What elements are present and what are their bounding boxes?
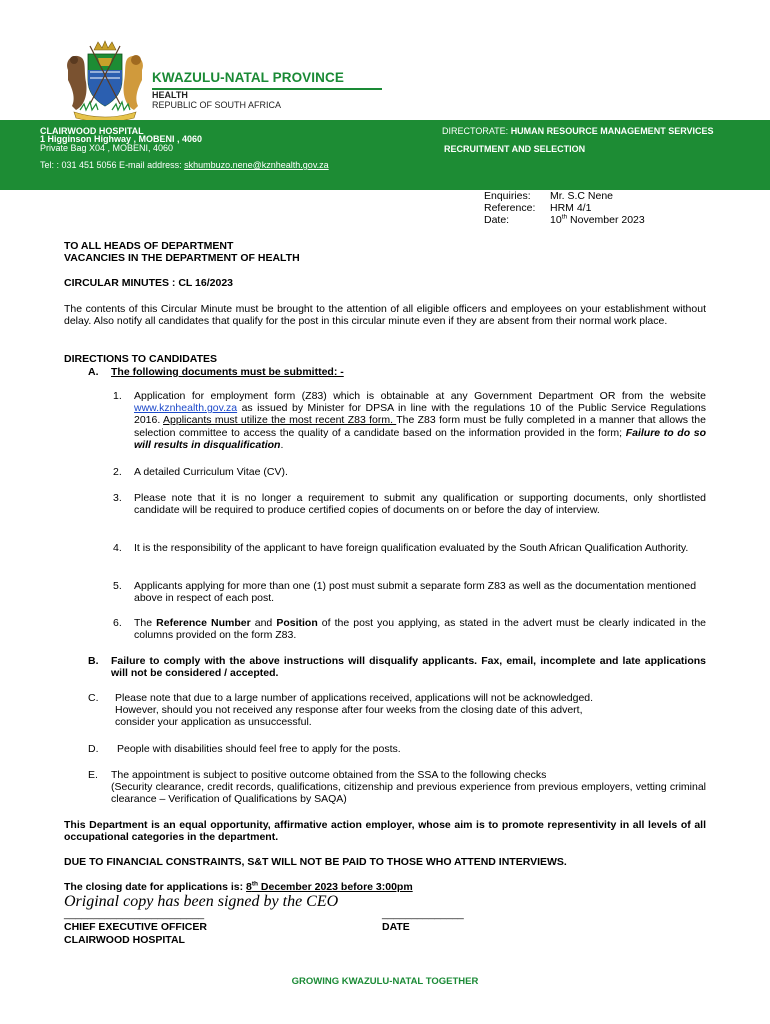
section-e-line2: (Security clearance, credit records, qualifications, citizenship and previous experience from previous employers, vetting criminal clearance – Verification of Qualifications by SAQA) <box>111 781 706 806</box>
item-2-number: 2. <box>113 466 122 478</box>
item-3-number: 3. <box>113 492 122 504</box>
footer-slogan: GROWING KWAZULU-NATAL TOGETHER <box>291 976 479 987</box>
reference-label: Reference: <box>484 202 536 214</box>
closing-date-line: The closing date for applications is: 8th December 2023 before 3:00pm <box>64 880 413 893</box>
date-value: 10th November 2023 <box>550 213 645 226</box>
item-4-number: 4. <box>113 542 122 554</box>
item-4-text: It is the responsibility of the applicant to have foreign qualification evaluated by the South African Qualification Authority. <box>134 542 689 554</box>
hospital-address-line1: 1 Higginson Highway , MOBENI , 4060 <box>40 134 203 144</box>
signatory-title: CHIEF EXECUTIVE OFFICER <box>64 921 207 933</box>
directorate-value: HUMAN RESOURCE MANAGEMENT SERVICES <box>510 126 714 136</box>
section-c-line1: Please note that due to a large number of applications received, applications will not be acknowledged. <box>115 692 594 704</box>
section-a-heading: The following documents must be submitted: - <box>111 366 344 378</box>
hospital-address-line2: Private Bag X04 , MOBENI, 4060 <box>40 143 174 153</box>
hospital-name: CLAIRWOOD HOSPITAL <box>40 126 144 136</box>
section-e-line1: The appointment is subject to positive outcome obtained from the SSA to the following checks <box>111 769 547 781</box>
item-5-text: Applicants applying for more than one (1) post must submit a separate form Z83 as well as the documentation mentioned above in respect of each post. <box>134 580 697 605</box>
coat-of-arms-icon <box>60 40 150 124</box>
country-name: REPUBLIC OF SOUTH AFRICA <box>152 100 282 110</box>
section-d-letter: D. <box>88 743 99 755</box>
item-1-number: 1. <box>113 390 122 402</box>
email-link[interactable]: skhumbuzo.nene@kznhealth.gov.za <box>184 160 329 170</box>
item-2-text: A detailed Curriculum Vitae (CV). <box>134 466 288 478</box>
equal-opportunity-statement: This Department is an equal opportunity, affirmative action employer, whose aim is to promote representivity in all levels of all occupational categories in the department. <box>64 819 706 844</box>
section-d-text: People with disabilities should feel free to apply for the posts. <box>117 743 401 755</box>
enquiries-label: Enquiries: <box>484 190 531 202</box>
item-3-text: Please note that it is no longer a requirement to submit any qualification or supporting documents, only shortlisted candidate will be required to produce certified copies of documents on or before the day of interview. <box>134 492 706 517</box>
section-name: RECRUITMENT AND SELECTION <box>444 144 586 154</box>
date-signature-line: ______________ <box>382 908 464 920</box>
section-c-line2: However, should you not received any response after four weeks from the closing date of this advert, <box>115 704 583 716</box>
department-name: HEALTH <box>152 90 188 100</box>
hospital-contact-line <box>40 160 329 170</box>
section-e-letter: E. <box>88 769 98 781</box>
section-b-text: Failure to comply with the above instructions will disqualify applicants. Fax, email, incomplete and late applications will not be considered / accepted. <box>111 655 706 680</box>
circular-number: CIRCULAR MINUTES : CL 16/2023 <box>64 277 234 289</box>
signatory-organisation: CLAIRWOOD HOSPITAL <box>64 934 185 946</box>
item-5-number: 5. <box>113 580 122 592</box>
item-1-text: Application for employment form (Z83) which is obtainable at any Government Department OR from the website www.kznhealth.gov.za as issued by Minister for DPSA in line with the regulations 10 of the Public Service Regulations 2016. Applicants must utilize the most recent Z83 form. The Z83 form must be fully completed in a manner that allows the selection committee to access the quality of a candidate based on the information provided in the form; Failure to do so will results in disqualification. <box>134 390 706 451</box>
directions-heading: DIRECTIONS TO CANDIDATES <box>64 353 218 365</box>
signed-by-ceo-note: Original copy has been signed by the CEO <box>64 893 339 910</box>
section-c-line3: consider your application as unsuccessful. <box>115 716 312 728</box>
addressee-line1: TO ALL HEADS OF DEPARTMENT <box>64 240 234 252</box>
signature-date-label: DATE <box>382 921 410 933</box>
signature-line: ________________________ <box>64 908 205 920</box>
addressee-line2: VACANCIES IN THE DEPARTMENT OF HEALTH <box>64 252 300 264</box>
enquiries-block <box>484 190 645 226</box>
province-name: KWAZULU-NATAL PROVINCE <box>152 70 344 85</box>
section-b-letter: B. <box>88 655 99 667</box>
date-label: Date: <box>484 214 510 226</box>
financial-constraints-notice: DUE TO FINANCIAL CONSTRAINTS, S&T WILL NOT BE PAID TO THOSE WHO ATTEND INTERVIEWS. <box>64 856 567 868</box>
intro-paragraph: The contents of this Circular Minute must be brought to the attention of all eligible officers and employees on your establishment without delay. Also notify all candidates that qualify for the post in this circular minute even if they are absent from their normal work place. <box>64 303 706 328</box>
website-link[interactable]: www.kznhealth.gov.za <box>134 402 238 415</box>
tel-label: Tel: : 031 451 5056 E-mail address: <box>40 160 185 170</box>
directorate-label: DIRECTORATE: <box>442 126 511 136</box>
reference-value: HRM 4/1 <box>550 202 592 214</box>
item-6-number: 6. <box>113 617 122 629</box>
section-a-letter: A. <box>88 366 99 378</box>
section-c-letter: C. <box>88 692 99 704</box>
item-6-text: The Reference Number and Position of the post you applying, as stated in the advert must be clearly indicated in the columns provided on the form Z83. <box>134 617 707 642</box>
enquiries-value: Mr. S.C Nene <box>550 190 614 202</box>
directorate-line <box>442 126 714 136</box>
